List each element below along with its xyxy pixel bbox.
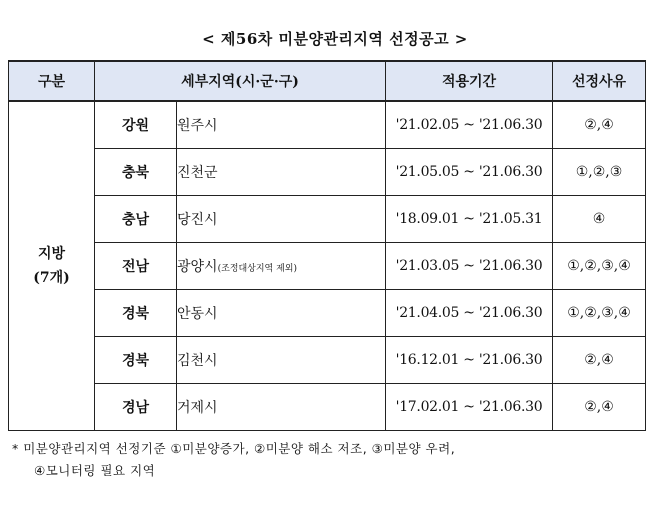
city-name: 김천시: [177, 353, 218, 369]
city-name: 광양시: [177, 259, 218, 275]
city-name: 안동시: [177, 306, 218, 322]
city-cell: [177, 243, 386, 290]
period-cell: '21.05.05 ~ '21.06.30: [386, 149, 553, 196]
province-cell: 강원: [95, 101, 177, 149]
table-row: [9, 101, 646, 149]
city-name: 원주시: [177, 118, 218, 134]
city-cell: [177, 149, 386, 196]
group-cell: [9, 101, 95, 431]
reason-cell: ②,④: [553, 101, 646, 149]
header-period: 적용기간: [386, 61, 553, 101]
table-row: [9, 384, 646, 431]
period-cell: '18.09.01 ~ '21.05.31: [386, 196, 553, 243]
reason-cell: ②,④: [553, 337, 646, 384]
reason-cell: ②,④: [553, 384, 646, 431]
reason-cell: ①,②,③,④: [553, 243, 646, 290]
table-row: [9, 149, 646, 196]
period-cell: '21.02.05 ~ '21.06.30: [386, 101, 553, 149]
city-cell: [177, 196, 386, 243]
footnote-line-1: * 미분양관리지역 선정기준 ①미분양증가, ②미분양 해소 저조, ③미분양 우려,: [12, 441, 456, 456]
reason-cell: ①,②,③,④: [553, 290, 646, 337]
group-count: (7개): [33, 270, 70, 286]
selection-criteria-footnote: [12, 438, 668, 482]
table-row: [9, 196, 646, 243]
table-row: [9, 243, 646, 290]
period-cell: '21.04.05 ~ '21.06.30: [386, 290, 553, 337]
province-cell: 충남: [95, 196, 177, 243]
city-name: 거제시: [177, 400, 218, 416]
city-cell: [177, 384, 386, 431]
city-name: 당진시: [177, 212, 218, 228]
province-cell: 경남: [95, 384, 177, 431]
header-reason: 선정사유: [553, 61, 646, 101]
table-row: [9, 290, 646, 337]
group-name: 지방: [37, 246, 66, 262]
page-title: < 제56차 미분양관리지역 선정공고 >: [202, 30, 468, 48]
designated-areas-table: [8, 60, 646, 431]
province-cell: 충북: [95, 149, 177, 196]
header-category: 구분: [9, 61, 95, 101]
city-cell: [177, 290, 386, 337]
province-cell: 전남: [95, 243, 177, 290]
period-cell: '17.02.01 ~ '21.06.30: [386, 384, 553, 431]
period-cell: '16.12.01 ~ '21.06.30: [386, 337, 553, 384]
province-cell: 경북: [95, 337, 177, 384]
city-cell: [177, 337, 386, 384]
footnote-line-2: ④모니터링 필요 지역: [34, 463, 156, 478]
city-note: (조정대상지역 제외): [217, 264, 298, 274]
table-header-row: [9, 61, 646, 101]
header-detail-region: 세부지역(시·군·구): [95, 61, 386, 101]
reason-cell: ①,②,③: [553, 149, 646, 196]
city-name: 진천군: [177, 165, 218, 181]
reason-cell: ④: [553, 196, 646, 243]
period-cell: '21.03.05 ~ '21.06.30: [386, 243, 553, 290]
city-cell: [177, 101, 386, 149]
table-row: [9, 337, 646, 384]
province-cell: 경북: [95, 290, 177, 337]
